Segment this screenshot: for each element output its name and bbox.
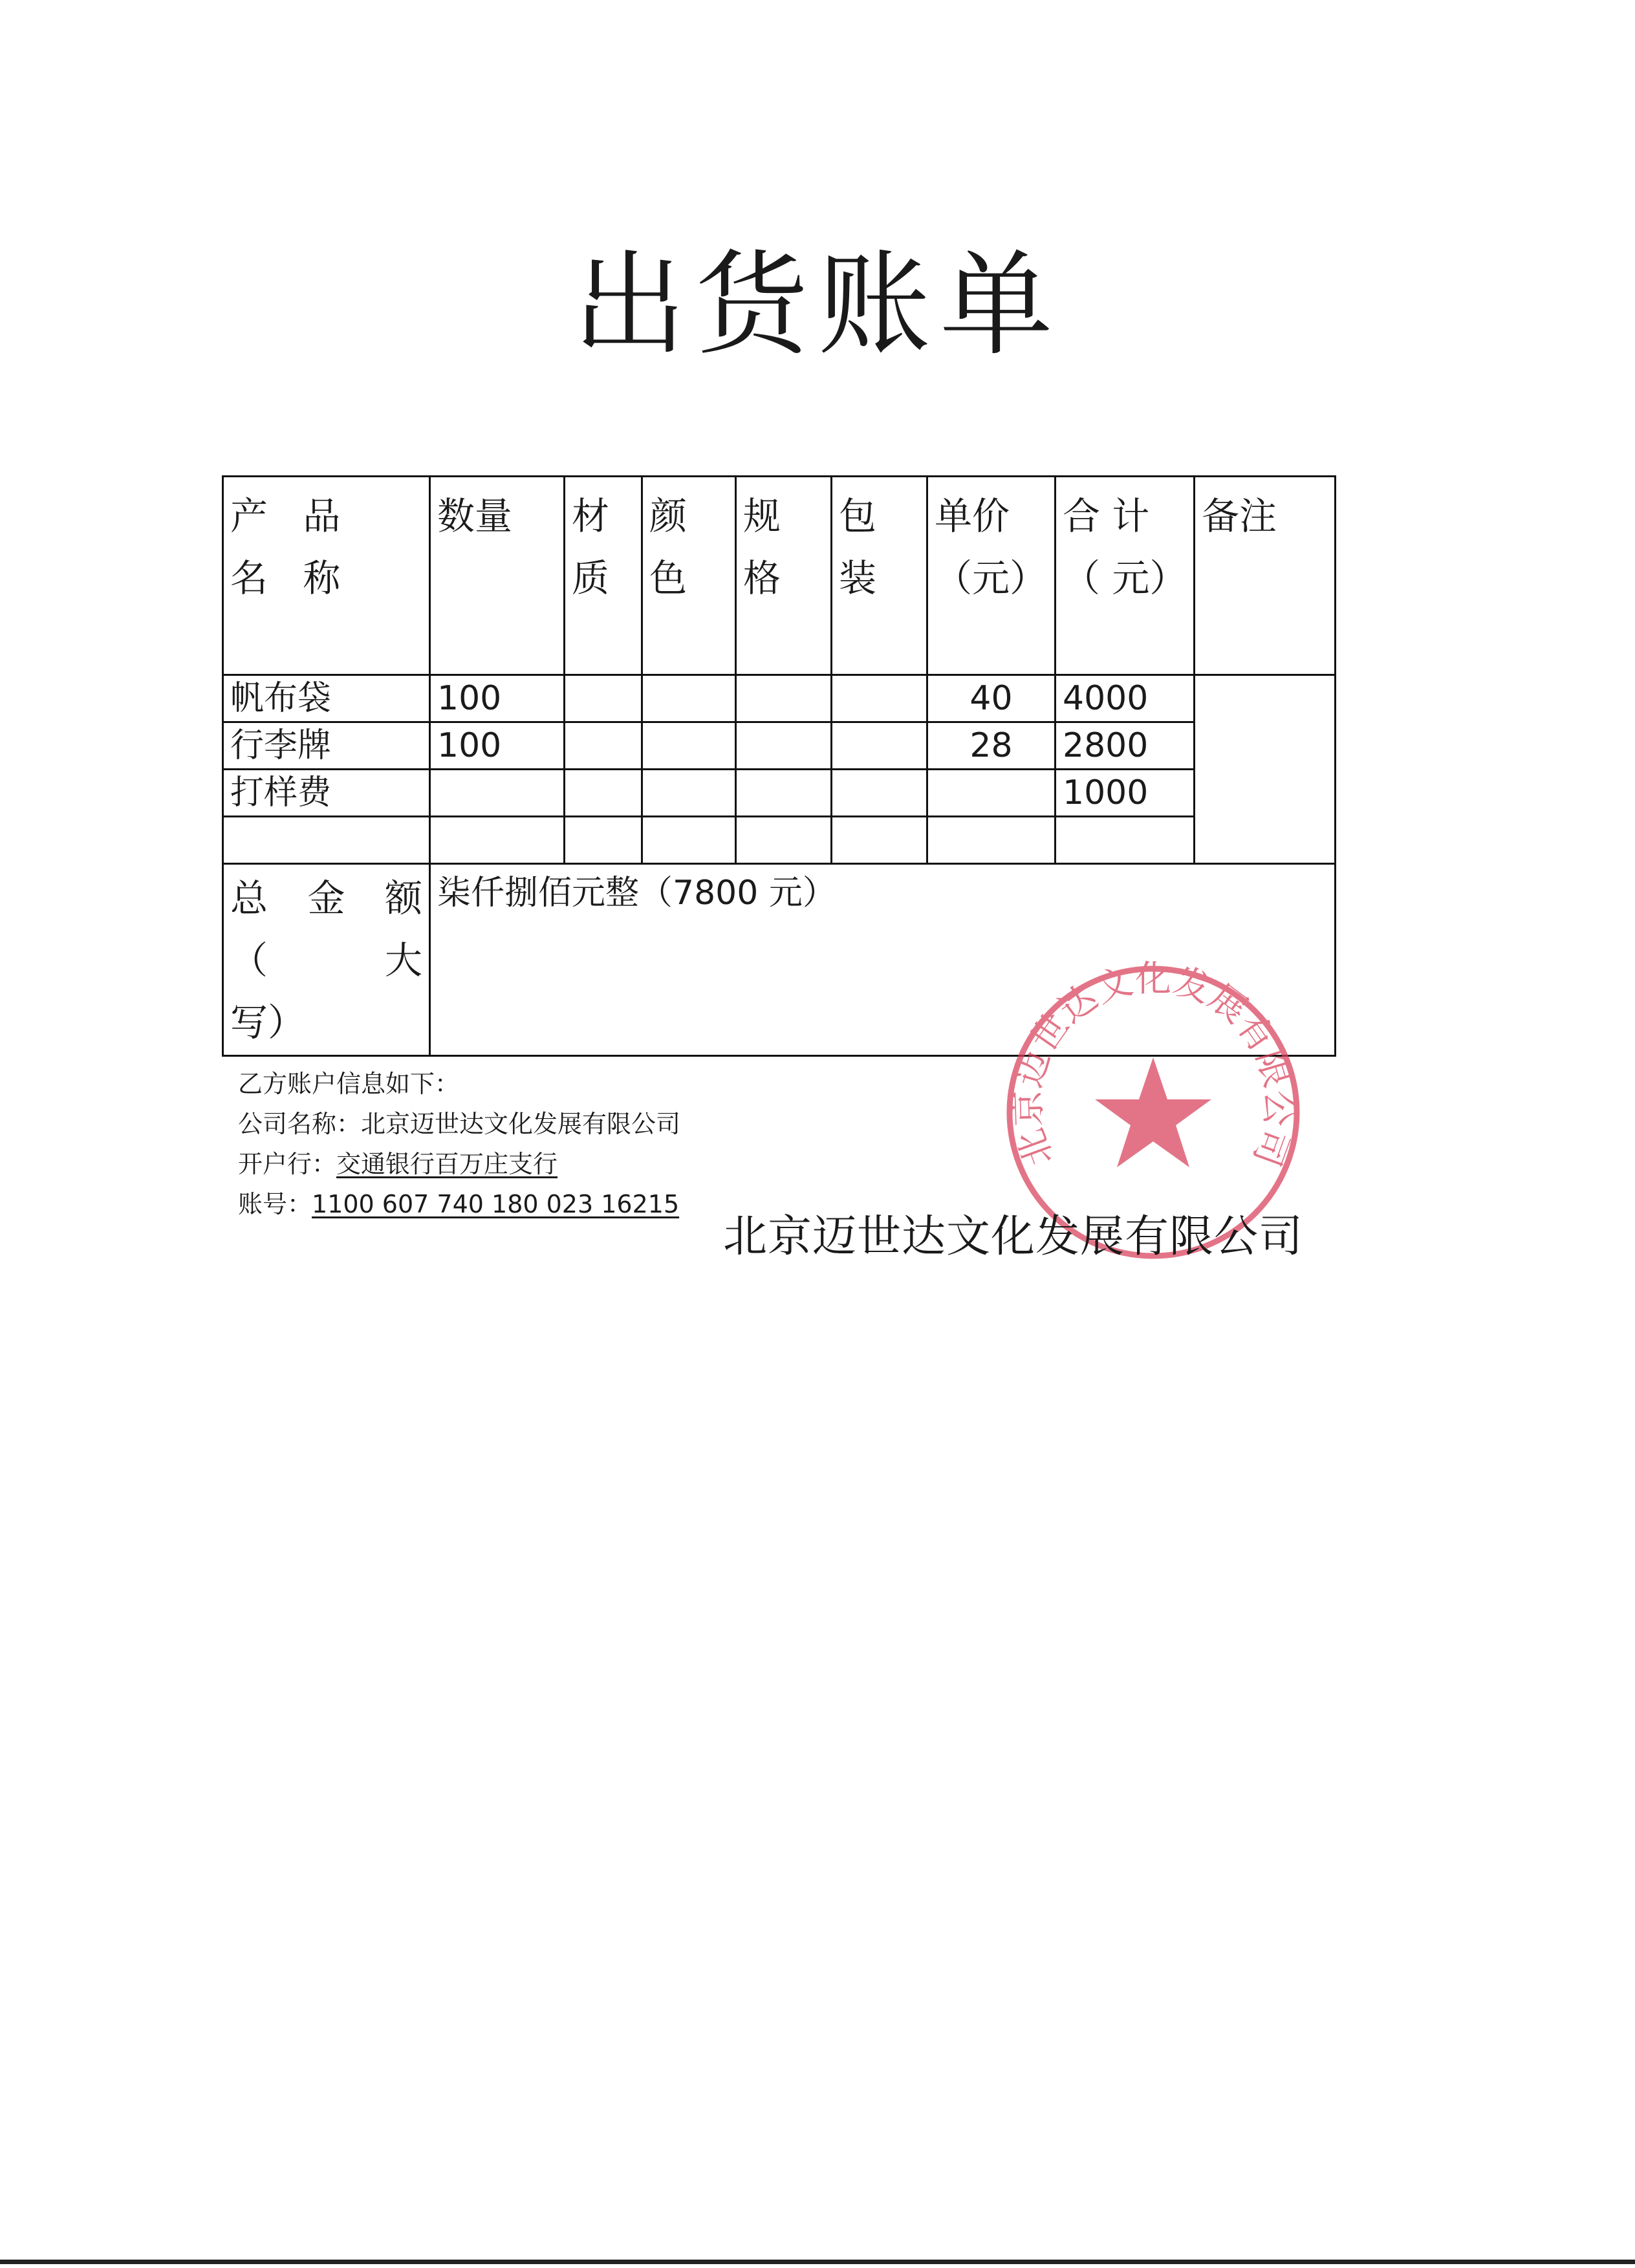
scan-bottom-edge [0, 2260, 1635, 2264]
cell-color [642, 817, 736, 864]
header-product: 产 品 名 称 [223, 477, 430, 675]
cell-subtotal: 2800 [1056, 722, 1195, 770]
account-info [238, 1064, 680, 1224]
cell-quantity: 100 [430, 675, 565, 722]
cell-material [565, 722, 642, 770]
cell-spec [736, 770, 832, 817]
signature-company-name: 北京迈世达文化发展有限公司 [723, 1211, 1304, 1262]
cell-unit-price [927, 817, 1056, 864]
table-row [223, 770, 1336, 817]
cell-product: 行李牌 [223, 722, 430, 770]
cell-unit-price [927, 770, 1056, 817]
header-quantity: 数量 [430, 477, 565, 675]
cell-material [565, 817, 642, 864]
cell-spec [736, 722, 832, 770]
cell-packing [832, 722, 927, 770]
account-number-line: 账号：1100 607 740 180 023 16215 [238, 1190, 680, 1218]
cell-product [223, 817, 430, 864]
cell-product: 帆布袋 [223, 675, 430, 722]
cell-unit-price: 40 [927, 675, 1056, 722]
bank-line: 开户行：交通银行百万庄支行 [238, 1150, 558, 1178]
header-unit-price: 单价（元） [927, 477, 1056, 675]
header-color: 颜 色 [642, 477, 736, 675]
total-label-line2: （ 大 [230, 938, 422, 982]
cell-color [642, 722, 736, 770]
cell-spec [736, 817, 832, 864]
cell-color [642, 675, 736, 722]
company-name-line: 公司名称：北京迈世达文化发展有限公司 [238, 1110, 681, 1138]
cell-product: 打样费 [223, 770, 430, 817]
cell-color [642, 770, 736, 817]
cell-spec [736, 675, 832, 722]
cell-subtotal [1056, 817, 1195, 864]
seal-text: 北京迈世达文化发展有限公司 [1006, 960, 1300, 1172]
page-title: 出货账单 [573, 240, 1062, 371]
header-subtotal: 合 计（ 元） [1056, 477, 1195, 675]
cell-material [565, 770, 642, 817]
header-remarks: 备注 [1195, 477, 1336, 675]
cell-packing [832, 770, 927, 817]
cell-quantity [430, 817, 565, 864]
table-row [223, 817, 1336, 864]
account-heading: 乙方账户信息如下： [238, 1070, 460, 1098]
header-material: 材 质 [565, 477, 642, 675]
total-amount-in-words: 柒仟捌佰元整（7800 元） [430, 864, 1336, 1056]
cell-subtotal: 1000 [1056, 770, 1195, 817]
total-label-line1: 总 金 额 [230, 876, 422, 920]
cell-unit-price: 28 [927, 722, 1056, 770]
cell-material [565, 675, 642, 722]
total-label-line3: 写） [230, 1000, 306, 1044]
cell-quantity [430, 770, 565, 817]
cell-packing [832, 675, 927, 722]
header-spec: 规 格 [736, 477, 832, 675]
cell-subtotal: 4000 [1056, 675, 1195, 722]
seal-star-icon [1095, 1057, 1211, 1167]
table-header-row [223, 477, 1336, 675]
cell-packing [832, 817, 927, 864]
header-packing: 包 装 [832, 477, 927, 675]
table-row [223, 675, 1336, 722]
table-row [223, 722, 1336, 770]
total-label [223, 864, 430, 1056]
cell-quantity: 100 [430, 722, 565, 770]
cell-remarks [1195, 675, 1336, 864]
